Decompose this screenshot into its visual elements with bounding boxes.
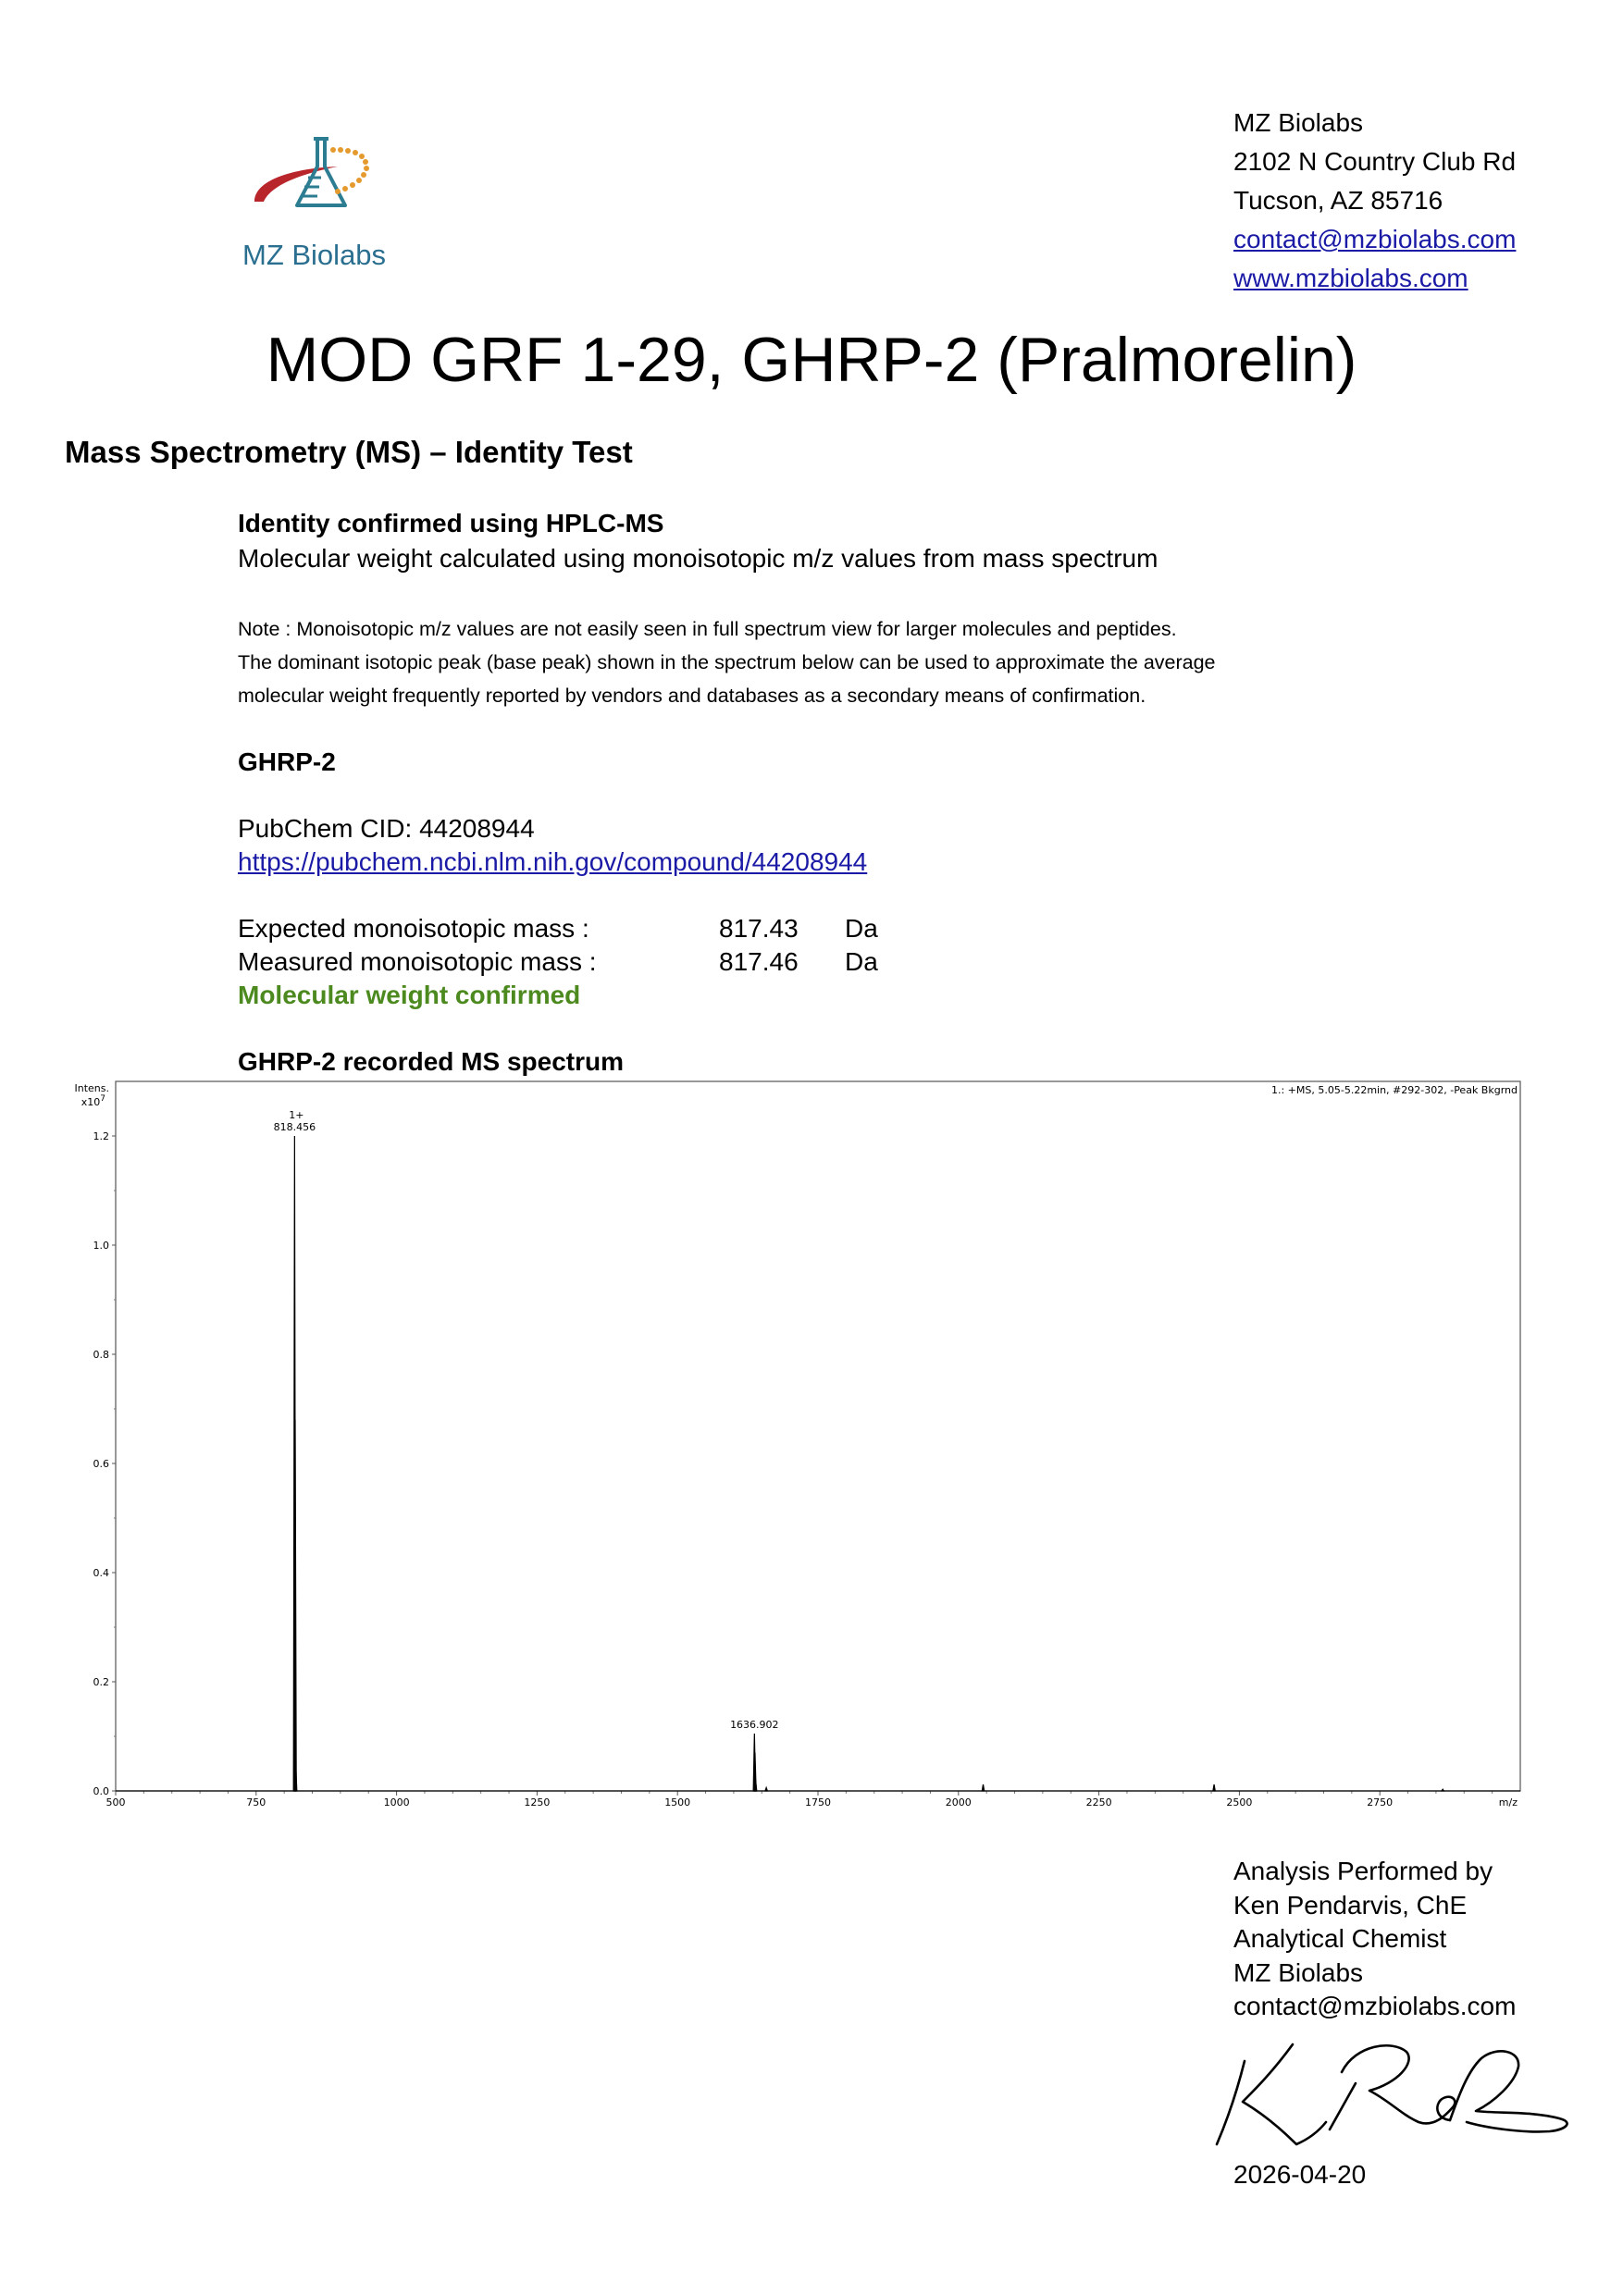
plot-frame — [116, 1081, 1520, 1791]
measured-mass-label: Measured monoisotopic mass : — [238, 947, 597, 976]
x-tick-label: 1500 — [664, 1796, 691, 1808]
y-tick-label: 0.2 — [93, 1676, 109, 1688]
peak-charge-label: 1+ — [289, 1109, 304, 1121]
note-line: molecular weight frequently reported by vendors and databases as a secondary means of confirmation. — [238, 685, 1146, 707]
analyst-block — [1233, 1855, 1516, 2024]
analyst-email: contact@mzbiolabs.com — [1233, 1992, 1517, 2020]
x-tick-label: 500 — [105, 1796, 126, 1808]
spectrum-peak — [765, 1787, 767, 1791]
y-tick-label: 0.0 — [93, 1785, 109, 1797]
measured-mass-unit: Da — [845, 947, 878, 976]
spectrum-info-text: 1.: +MS, 5.05-5.22min, #292-302, -Peak Bkgrnd — [1270, 1084, 1518, 1096]
signature-date: 2026-04-20 — [1233, 2160, 1367, 2189]
identity-heading: Identity confirmed using HPLC-MS — [238, 509, 664, 537]
y-axis-title: Intens. — [74, 1082, 109, 1094]
y-tick-label: 0.6 — [93, 1458, 109, 1470]
y-tick-label: 0.8 — [93, 1349, 109, 1361]
address-line: 2102 N Country Club Rd — [1233, 147, 1517, 176]
x-tick-label: 2500 — [1226, 1796, 1253, 1808]
identity-subtext: Molecular weight calculated using monoisotopic m/z values from mass spectrum — [238, 544, 1158, 573]
analyst-line: Analysis Performed by — [1233, 1857, 1493, 1885]
address-line: MZ Biolabs — [1233, 108, 1364, 137]
x-tick-label: 2000 — [945, 1796, 972, 1808]
y-tick-label: 0.4 — [93, 1567, 109, 1579]
note-line: Note : Monoisotopic m/z values are not easily seen in full spectrum view for larger molecules and peptides. — [238, 618, 1177, 640]
logo-text: MZ Biolabs — [242, 239, 387, 271]
peak-mz-label: 1636.902 — [730, 1719, 779, 1732]
analyst-name: Ken Pendarvis, ChE — [1233, 1890, 1468, 1920]
spectrum-peak — [1213, 1784, 1215, 1791]
analyst-title: Analytical Chemist — [1233, 1924, 1447, 1953]
expected-mass-unit: Da — [845, 914, 878, 943]
email-link[interactable]: contact@mzbiolabs.com — [1233, 225, 1517, 253]
analyst-signature — [1208, 2026, 1578, 2155]
compound-name: GHRP-2 — [238, 747, 336, 776]
x-tick-label: 1250 — [524, 1796, 551, 1808]
analyst-company: MZ Biolabs — [1233, 1957, 1364, 1987]
x-tick-label: 2250 — [1085, 1796, 1112, 1808]
peak-mz-label: 818.456 — [273, 1121, 316, 1133]
x-axis-unit: m/z — [1498, 1796, 1518, 1808]
expected-mass-value: 817.43 — [719, 914, 799, 943]
x-tick-label: 750 — [246, 1796, 266, 1808]
x-tick-label: 1750 — [805, 1796, 831, 1808]
x-tick-label: 1000 — [383, 1796, 410, 1808]
company-address — [1233, 104, 1516, 298]
spectrum-heading: GHRP-2 recorded MS spectrum — [238, 1047, 624, 1076]
website-link[interactable]: www.mzbiolabs.com — [1233, 264, 1468, 292]
y-axis-scale: $x10^7$ — [81, 1094, 105, 1108]
pubchem-link[interactable]: https://pubchem.ncbi.nlm.nih.gov/compound/44208944 — [238, 847, 868, 876]
section-heading: Mass Spectrometry (MS) – Identity Test — [65, 435, 633, 469]
expected-mass-label: Expected monoisotopic mass : — [238, 914, 589, 943]
measured-mass-value: 817.46 — [719, 947, 799, 976]
y-tick-label: 1.2 — [93, 1130, 109, 1142]
y-tick-label: 1.0 — [93, 1240, 109, 1252]
ms-spectrum-chart — [65, 1078, 1545, 1822]
address-line: Tucson, AZ 85716 — [1233, 186, 1443, 215]
note-line: The dominant isotopic peak (base peak) shown in the spectrum below can be used to approximate the average — [238, 651, 1216, 673]
x-tick-label: 2750 — [1367, 1796, 1394, 1808]
document-title: MOD GRF 1-29, GHRP-2 (Pralmorelin) — [266, 325, 1357, 395]
spectrum-peak — [982, 1784, 984, 1791]
confirmation-status: Molecular weight confirmed — [238, 981, 581, 1009]
pubchem-cid: PubChem CID: 44208944 — [238, 814, 535, 843]
spectrum-peak — [1442, 1789, 1443, 1791]
